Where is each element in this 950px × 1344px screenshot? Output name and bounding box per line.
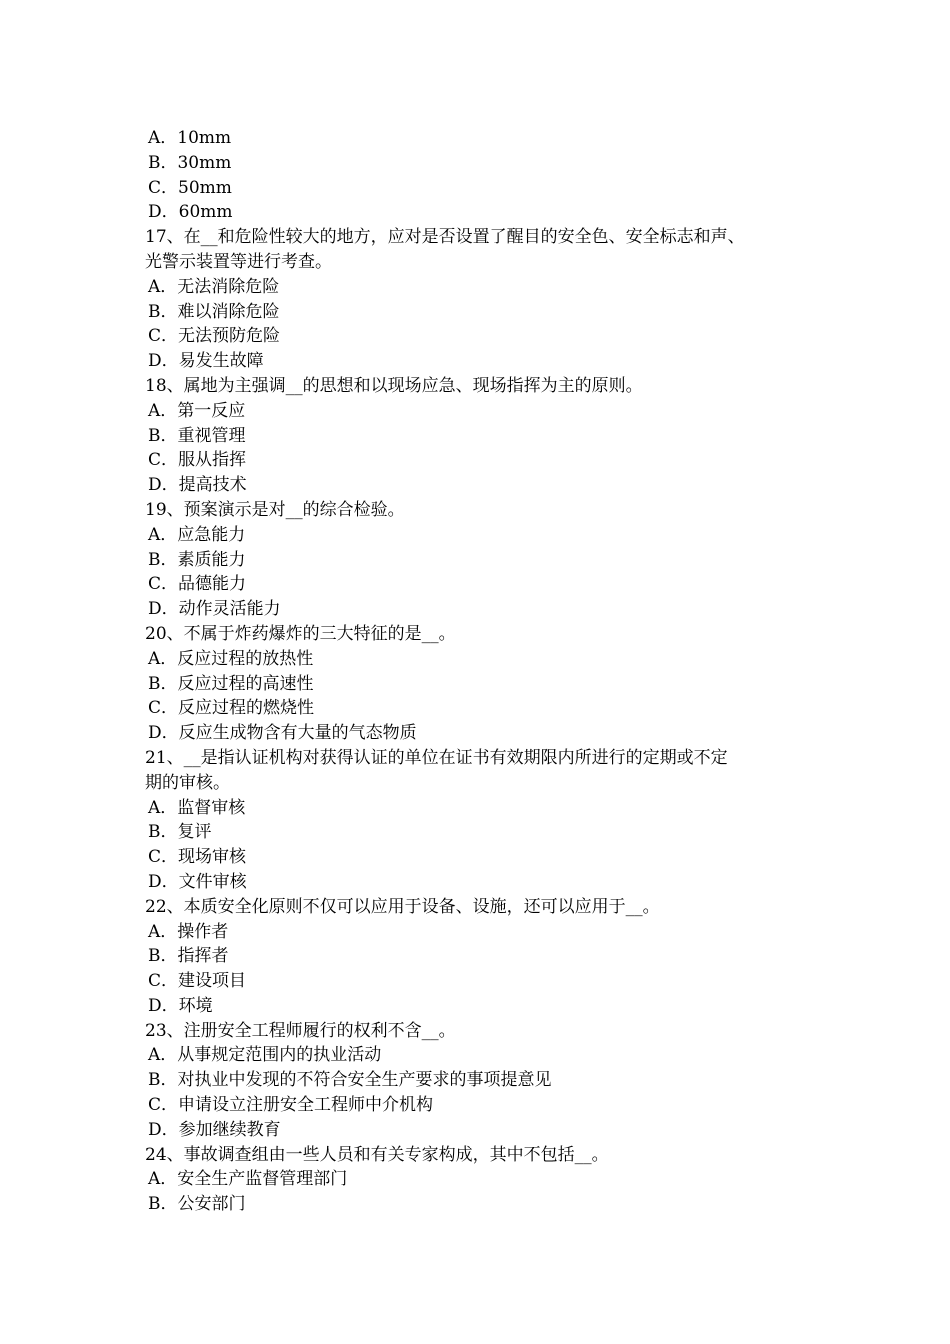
option-line: B．对执业中发现的不符合安全生产要求的事项提意见	[148, 1070, 552, 1091]
option-line: B．指挥者	[148, 946, 229, 967]
option-line: B．素质能力	[148, 549, 246, 570]
document-body	[145, 126, 835, 1217]
question-19: 19、预案演示是对__的综合检验。	[145, 499, 405, 520]
question-24: 24、事故调查组由一些人员和有关专家构成，其中不包括__。	[145, 1144, 609, 1165]
option-line: D．反应生成物含有大量的气态物质	[148, 723, 417, 744]
option-line: B．难以消除危险	[148, 301, 280, 322]
option-line: A．从事规定范围内的执业活动	[148, 1045, 382, 1066]
question-22: 22、本质安全化原则不仅可以应用于设备、设施，还可以应用于__。	[145, 896, 660, 917]
option-line: D．文件审核	[148, 871, 247, 892]
question-17-line-1: 17、在__和危险性较大的地方，应对是否设置了醒目的安全色、安全标志和声、	[145, 227, 745, 248]
option-line: C．品德能力	[148, 574, 247, 595]
question-23: 23、注册安全工程师履行的权利不含__。	[145, 1020, 456, 1041]
option-line: B．反应过程的高速性	[148, 673, 314, 694]
question-20: 20、不属于炸药爆炸的三大特征的是__。	[145, 623, 456, 644]
option-line: C．建设项目	[148, 971, 247, 992]
option-line: D．参加继续教育	[148, 1119, 281, 1140]
option-line: B．复评	[148, 822, 212, 843]
option-line: A．第一反应	[148, 400, 246, 421]
option-line: A．无法消除危险	[148, 276, 280, 297]
option-line: C．服从指挥	[148, 450, 247, 471]
option-line: C．反应过程的燃烧性	[148, 698, 315, 719]
option-line: B．30mm	[148, 152, 232, 173]
option-line: C．无法预防危险	[148, 326, 281, 347]
option-line: B．重视管理	[148, 425, 246, 446]
question-21-line-1: 21、__是指认证机构对获得认证的单位在证书有效期限内所进行的定期或不定	[145, 747, 728, 768]
question-21-line-2: 期的审核。	[145, 772, 230, 793]
option-line: D．60mm	[148, 202, 233, 223]
option-line: C．申请设立注册安全工程师中介机构	[148, 1095, 434, 1116]
option-line: A．操作者	[148, 921, 229, 942]
option-line: B．公安部门	[148, 1194, 246, 1215]
option-line: D．环境	[148, 995, 213, 1016]
option-line: D．动作灵活能力	[148, 599, 281, 620]
option-line: A．安全生产监督管理部门	[148, 1169, 348, 1190]
option-line: C．50mm	[148, 177, 232, 198]
option-line: D．易发生故障	[148, 351, 264, 372]
option-line: A．10mm	[148, 128, 232, 148]
question-18: 18、属地为主强调__的思想和以现场应急、现场指挥为主的原则。	[145, 375, 643, 396]
option-line: D．提高技术	[148, 475, 247, 496]
option-line: A．监督审核	[148, 797, 246, 818]
option-line: A．应急能力	[148, 524, 246, 545]
option-line: A．反应过程的放热性	[148, 648, 314, 669]
option-line: C．现场审核	[148, 847, 247, 868]
question-17-line-2: 光警示装置等进行考查。	[145, 251, 332, 272]
